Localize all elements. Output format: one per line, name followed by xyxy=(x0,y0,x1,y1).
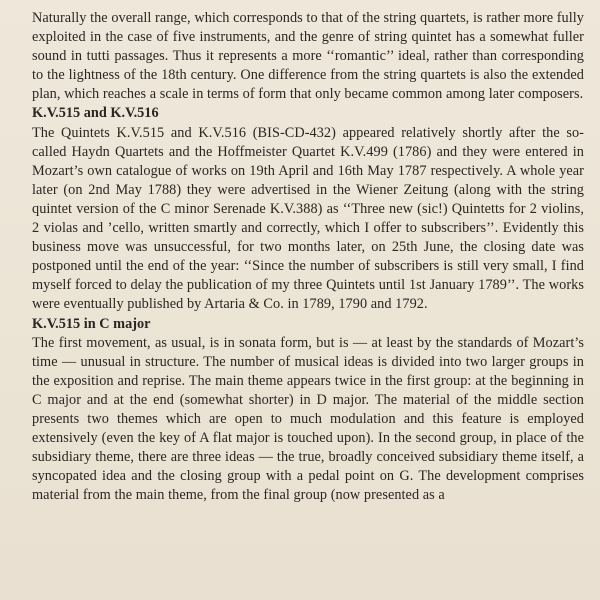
section1-paragraph: The Quintets K.V.515 and K.V.516 (BIS-CD-432) appeared relatively shortly after the so-called Haydn Quartets and the Hoffmeister Quartet K.V.499 (1786) and they were entered in Mozart’s own catalogue of works on 19th April and 16th May 1787 respectively. A whole year later (on 2nd May 1788) they were advertised in the Wiener Zeitung (along with the string quintet version of the C minor Serenade K.V.388) as ‘‘Three new (sic!) Quintetts for 2 violins, 2 violas and ’cello, written smartly and correctly, which I offer to subscribers’’. Evidently this business move was unsuccessful, for two months later, on 25th June, the closing date was postponed until the end of the year: ‘‘Since the number of subscribers is still very small, I find myself forced to delay the publication of my three Quintets until 1st January 1789’’. The works were eventually published by Artaria & Co. in 1789, 1790 and 1792. xyxy=(32,124,584,313)
section2-paragraph: The first movement, as usual, is in sonata form, but is — at least by the standards of Mozart’s time — unusual in structure. The number of musical ideas is divided into two larger groups in the exposition and reprise. The main theme appears twice in the first group: at the beginning in C major and at the end (somewhat shorter) in D major. The material of the middle section presents two themes which are open to much modulation and this feature is employed extensively (even the key of A flat major is touched upon). In the second group, in place of the subsidiary theme, there are three ideas — the true, broadly conceived subsidiary theme itself, a syncopated idea and the closing group with a pedal point on G. The development comprises material from the main theme, from the final group (now presented as a xyxy=(32,334,584,504)
section-heading-kv515-kv516: K.V.515 and K.V.516 xyxy=(32,105,159,122)
section-heading-kv515-c-major: K.V.515 in C major xyxy=(32,315,151,332)
intro-paragraph: Naturally the overall range, which corresponds to that of the string quartets, is rather more fully exploited in the case of five instruments, and the genre of string quintet has a somewhat fuller sound in tutti passages. Thus it represents a more ‘‘romantic’’ ideal, rather than corresponding to the lightness of the 18th century. One difference from the string quartets is also the extended plan, which reaches a scale in terms of form that only became common among later composers. xyxy=(32,10,584,103)
